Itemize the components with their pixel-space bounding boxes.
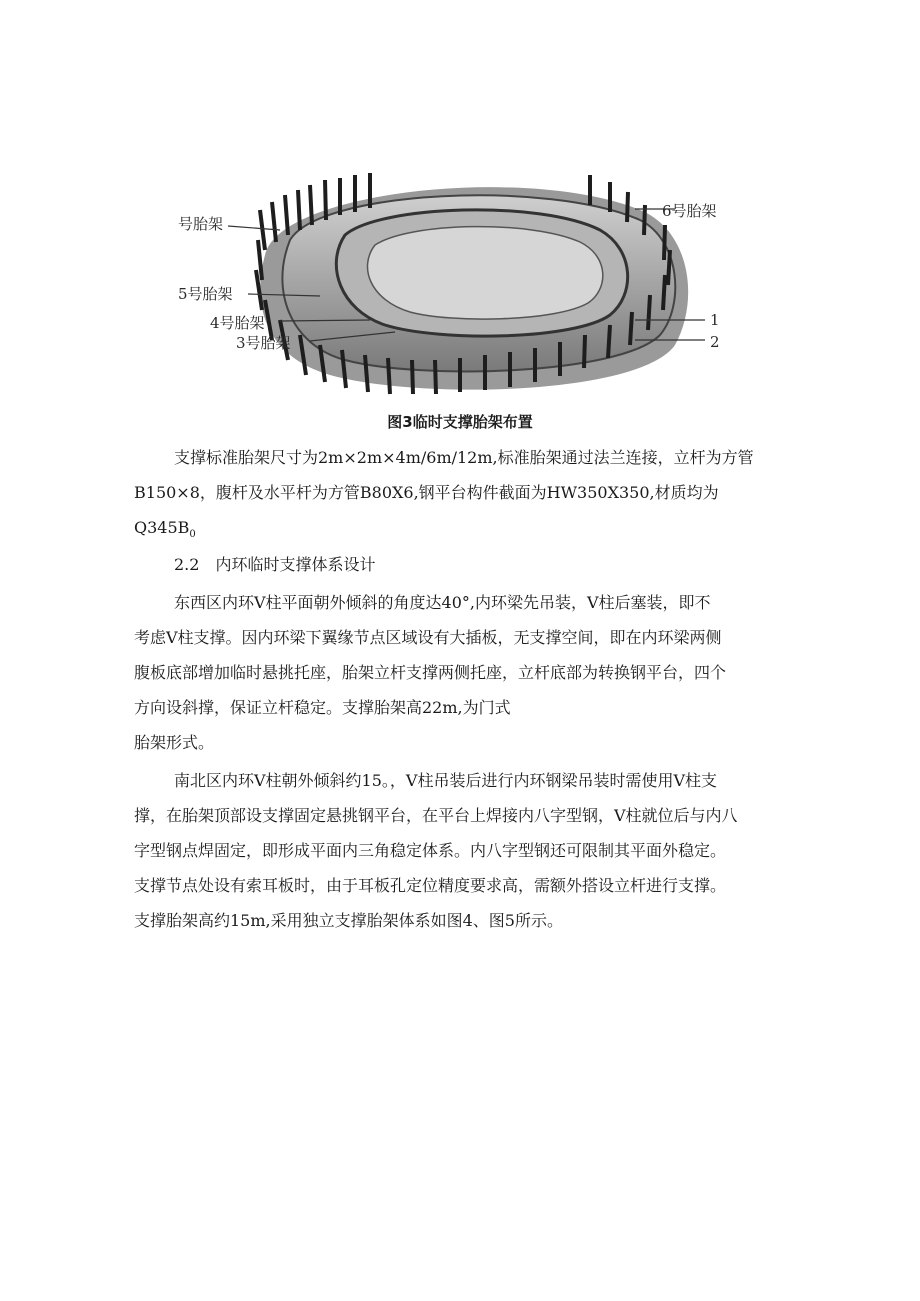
- field: [368, 227, 603, 319]
- para3-line4: 支撑节点处设有索耳板时，由于耳板孔定位精度要求高，需额外搭设立杆进行支撑。: [134, 876, 727, 895]
- label-frame-1: 1: [710, 311, 720, 329]
- stadium-figure: [170, 170, 735, 395]
- label-frame-5: 5号胎架: [178, 285, 233, 303]
- heading-2-2: 2.2 内环临时支撑体系设计: [174, 555, 376, 574]
- material-grade: Q345B: [134, 518, 190, 537]
- paragraph-1: [134, 440, 774, 552]
- stadium-drawing: [170, 170, 735, 395]
- label-frame-6: 6号胎架: [662, 202, 717, 220]
- material-grade-sub: 0: [189, 529, 196, 541]
- para1-line2: B150×8，腹杆及水平杆为方管B80X6,钢平台构件截面为HW350X350,材质均为: [134, 483, 719, 502]
- para3-line1: 南北区内环V柱朝外倾斜约15。，V柱吊装后进行内环钢梁吊装时需使用V柱支: [174, 771, 718, 790]
- label-frame-3: 3号胎架: [236, 334, 291, 352]
- paragraph-3: [134, 763, 774, 938]
- para3-line3: 字型钢点焊固定，即形成平面内三角稳定体系。内八字型钢还可限制其平面外稳定。: [134, 841, 727, 860]
- para2-line1: 东西区内环V柱平面朝外倾斜的角度达40°,内环梁先吊装，V柱后塞装，即不: [174, 593, 711, 612]
- para2-line4: 方向设斜撑，保证立杆稳定。支撑胎架高22m,为门式: [134, 698, 511, 717]
- para3-line2: 撑，在胎架顶部设支撑固定悬挑钢平台，在平台上焊接内八字型钢，V柱就位后与内八: [134, 806, 738, 825]
- section-heading: [134, 547, 774, 582]
- para2-line5: 胎架形式。: [134, 733, 215, 752]
- label-frame-left: 号胎架: [178, 215, 224, 233]
- para3-line5: 支撑胎架高约15m,采用独立支撑胎架体系如图4、图5所示。: [134, 911, 563, 930]
- label-frame-4: 4号胎架: [210, 314, 265, 332]
- para1-line3: [134, 510, 774, 552]
- paragraph-2: [134, 585, 774, 760]
- para2-line2: 考虑V柱支撑。因内环梁下翼缘节点区域设有大插板，无支撑空间，即在内环梁两侧: [134, 628, 722, 647]
- para2-line3: 腹板底部增加临时悬挑托座，胎架立杆支撑两侧托座，立杆底部为转换钢平台，四个: [134, 663, 727, 682]
- figure-caption: 图3临时支撑胎架布置: [387, 413, 533, 431]
- label-frame-2: 2: [710, 333, 720, 351]
- para1-line1: 支撑标准胎架尺寸为2m×2m×4m/6m/12m,标准胎架通过法兰连接，立杆为方管: [174, 448, 754, 467]
